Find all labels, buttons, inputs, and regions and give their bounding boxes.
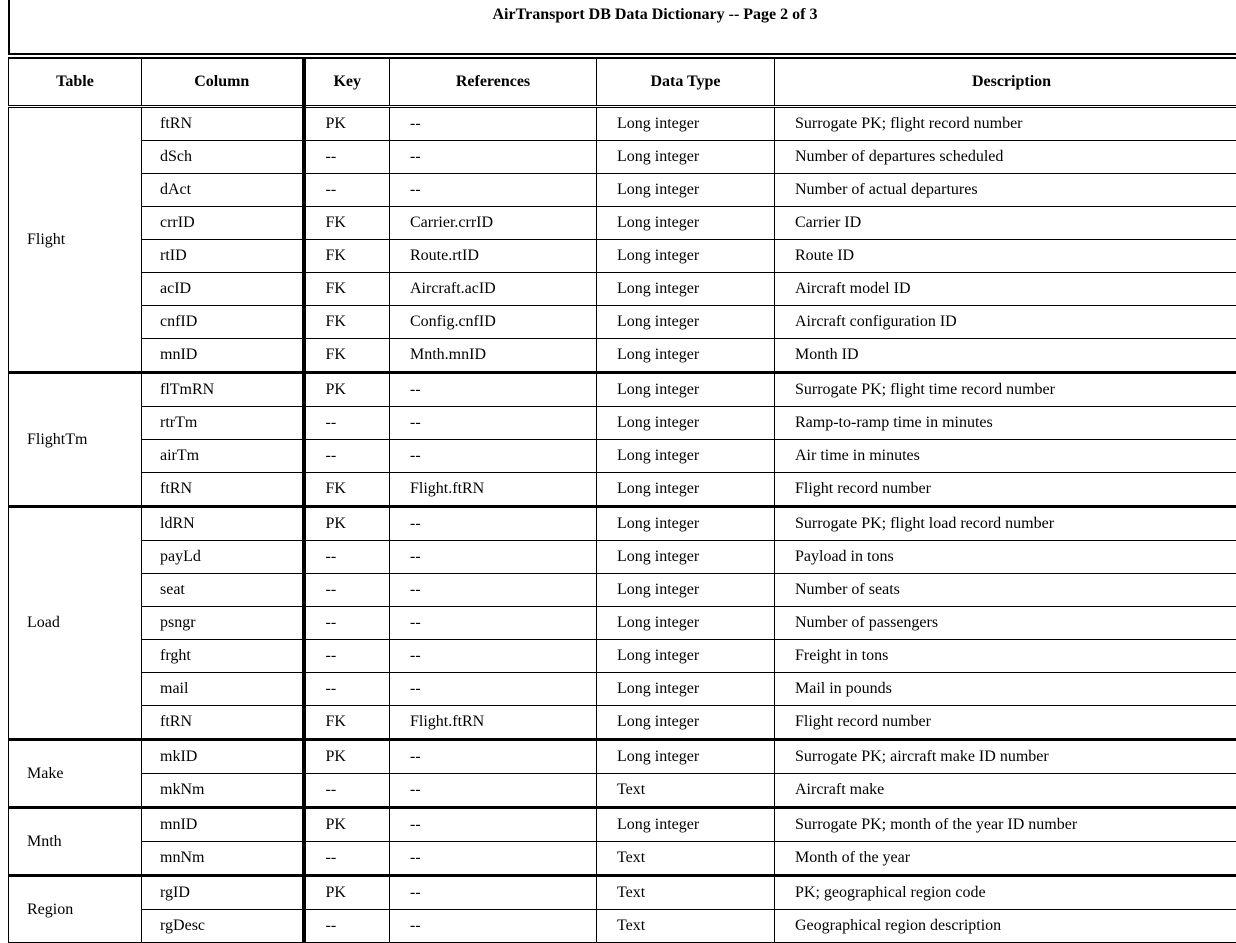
data-type-cell: Long integer xyxy=(597,473,775,507)
description-cell: Route ID xyxy=(775,240,1236,273)
references-cell: -- xyxy=(390,407,597,440)
column-name-cell: ftRN xyxy=(142,473,304,507)
column-name-cell: mail xyxy=(142,673,304,706)
description-cell: Month of the year xyxy=(775,842,1236,876)
description-cell: Month ID xyxy=(775,339,1236,373)
description-cell: Carrier ID xyxy=(775,207,1236,240)
key-cell: -- xyxy=(304,174,390,207)
column-name-cell: ftRN xyxy=(142,107,304,141)
data-type-cell: Long integer xyxy=(597,141,775,174)
column-name-cell: mnID xyxy=(142,808,304,842)
table-row xyxy=(9,407,1236,440)
column-name-cell: payLd xyxy=(142,541,304,574)
column-name-cell: frght xyxy=(142,640,304,673)
header-table: Table xyxy=(9,59,142,107)
description-cell: Geographical region description xyxy=(775,910,1236,943)
table-row xyxy=(9,273,1236,306)
data-type-cell: Long integer xyxy=(597,440,775,473)
table-row xyxy=(9,876,1236,910)
header-data-type: Data Type xyxy=(597,59,775,107)
key-cell: PK xyxy=(304,373,390,407)
column-name-cell: mkNm xyxy=(142,774,304,808)
description-cell: Aircraft configuration ID xyxy=(775,306,1236,339)
key-cell: -- xyxy=(304,574,390,607)
description-cell: Surrogate PK; aircraft make ID number xyxy=(775,740,1236,774)
description-cell: Surrogate PK; month of the year ID number xyxy=(775,808,1236,842)
description-cell: Number of seats xyxy=(775,574,1236,607)
table-name-cell: FlightTm xyxy=(9,373,142,507)
references-cell: -- xyxy=(390,910,597,943)
column-name-cell: acID xyxy=(142,273,304,306)
key-cell: -- xyxy=(304,141,390,174)
references-cell: Mnth.mnID xyxy=(390,339,597,373)
data-type-cell: Long integer xyxy=(597,607,775,640)
references-cell: Flight.ftRN xyxy=(390,706,597,740)
column-name-cell: rtrTm xyxy=(142,407,304,440)
key-cell: FK xyxy=(304,207,390,240)
data-type-cell: Text xyxy=(597,876,775,910)
key-cell: -- xyxy=(304,407,390,440)
references-cell: -- xyxy=(390,740,597,774)
table-row xyxy=(9,740,1236,774)
key-cell: PK xyxy=(304,107,390,141)
table-row xyxy=(9,541,1236,574)
header-column: Column xyxy=(142,59,304,107)
column-name-cell: rtID xyxy=(142,240,304,273)
references-cell: -- xyxy=(390,673,597,706)
description-cell: Ramp-to-ramp time in minutes xyxy=(775,407,1236,440)
key-cell: PK xyxy=(304,808,390,842)
table-row xyxy=(9,107,1236,141)
description-cell: PK; geographical region code xyxy=(775,876,1236,910)
data-type-cell: Long integer xyxy=(597,740,775,774)
table-row xyxy=(9,607,1236,640)
column-name-cell: dAct xyxy=(142,174,304,207)
table-row xyxy=(9,306,1236,339)
column-name-cell: rgID xyxy=(142,876,304,910)
data-type-cell: Long integer xyxy=(597,273,775,306)
table-row xyxy=(9,640,1236,673)
data-type-cell: Text xyxy=(597,842,775,876)
key-cell: -- xyxy=(304,440,390,473)
description-cell: Payload in tons xyxy=(775,541,1236,574)
description-cell: Surrogate PK; flight load record number xyxy=(775,507,1236,541)
key-cell: -- xyxy=(304,842,390,876)
description-cell: Number of departures scheduled xyxy=(775,141,1236,174)
key-cell: FK xyxy=(304,339,390,373)
table-body xyxy=(9,107,1236,943)
data-type-cell: Long integer xyxy=(597,207,775,240)
table-row xyxy=(9,507,1236,541)
column-name-cell: cnfID xyxy=(142,306,304,339)
references-cell: -- xyxy=(390,808,597,842)
description-cell: Aircraft model ID xyxy=(775,273,1236,306)
table-name-cell: Flight xyxy=(9,107,142,373)
key-cell: -- xyxy=(304,541,390,574)
data-type-cell: Text xyxy=(597,910,775,943)
references-cell: -- xyxy=(390,876,597,910)
description-cell: Surrogate PK; flight record number xyxy=(775,107,1236,141)
references-cell: -- xyxy=(390,373,597,407)
data-type-cell: Long integer xyxy=(597,808,775,842)
description-cell: Freight in tons xyxy=(775,640,1236,673)
data-type-cell: Long integer xyxy=(597,339,775,373)
description-cell: Flight record number xyxy=(775,473,1236,507)
data-dictionary-table xyxy=(8,58,1236,943)
table-name-cell: Region xyxy=(9,876,142,943)
data-type-cell: Long integer xyxy=(597,507,775,541)
key-cell: PK xyxy=(304,507,390,541)
data-type-cell: Long integer xyxy=(597,174,775,207)
table-row xyxy=(9,339,1236,373)
references-cell: -- xyxy=(390,640,597,673)
key-cell: -- xyxy=(304,640,390,673)
page-title: AirTransport DB Data Dictionary -- Page 2 of 3 xyxy=(0,6,1236,24)
data-type-cell: Long integer xyxy=(597,107,775,141)
column-name-cell: dSch xyxy=(142,141,304,174)
column-name-cell: psngr xyxy=(142,607,304,640)
column-name-cell: mnNm xyxy=(142,842,304,876)
header-references: References xyxy=(390,59,597,107)
description-cell: Mail in pounds xyxy=(775,673,1236,706)
references-cell: -- xyxy=(390,440,597,473)
column-name-cell: rgDesc xyxy=(142,910,304,943)
key-cell: FK xyxy=(304,473,390,507)
references-cell: -- xyxy=(390,774,597,808)
key-cell: FK xyxy=(304,240,390,273)
table-name-cell: Load xyxy=(9,507,142,740)
references-cell: Aircraft.acID xyxy=(390,273,597,306)
references-cell: Flight.ftRN xyxy=(390,473,597,507)
references-cell: Carrier.crrID xyxy=(390,207,597,240)
description-cell: Air time in minutes xyxy=(775,440,1236,473)
column-name-cell: ldRN xyxy=(142,507,304,541)
key-cell: -- xyxy=(304,673,390,706)
references-cell: Route.rtID xyxy=(390,240,597,273)
header-row xyxy=(9,59,1236,107)
column-name-cell: airTm xyxy=(142,440,304,473)
references-cell: -- xyxy=(390,507,597,541)
table-row xyxy=(9,473,1236,507)
data-type-cell: Long integer xyxy=(597,541,775,574)
table-row xyxy=(9,706,1236,740)
key-cell: -- xyxy=(304,607,390,640)
data-type-cell: Long integer xyxy=(597,706,775,740)
column-name-cell: crrID xyxy=(142,207,304,240)
references-cell: -- xyxy=(390,541,597,574)
table-name-cell: Make xyxy=(9,740,142,808)
data-type-cell: Text xyxy=(597,774,775,808)
description-cell: Number of passengers xyxy=(775,607,1236,640)
data-type-cell: Long integer xyxy=(597,640,775,673)
table-row xyxy=(9,207,1236,240)
table-row xyxy=(9,240,1236,273)
key-cell: FK xyxy=(304,273,390,306)
table-row xyxy=(9,440,1236,473)
references-cell: -- xyxy=(390,174,597,207)
references-cell: Config.cnfID xyxy=(390,306,597,339)
column-name-cell: mkID xyxy=(142,740,304,774)
table-row xyxy=(9,673,1236,706)
references-cell: -- xyxy=(390,842,597,876)
data-type-cell: Long integer xyxy=(597,306,775,339)
table-row xyxy=(9,141,1236,174)
description-cell: Number of actual departures xyxy=(775,174,1236,207)
table-row xyxy=(9,174,1236,207)
data-type-cell: Long integer xyxy=(597,673,775,706)
key-cell: -- xyxy=(304,774,390,808)
key-cell: FK xyxy=(304,306,390,339)
table-name-cell: Mnth xyxy=(9,808,142,876)
references-cell: -- xyxy=(390,607,597,640)
description-cell: Flight record number xyxy=(775,706,1236,740)
data-type-cell: Long integer xyxy=(597,574,775,607)
table-row xyxy=(9,774,1236,808)
data-type-cell: Long integer xyxy=(597,407,775,440)
key-cell: PK xyxy=(304,740,390,774)
column-name-cell: flTmRN xyxy=(142,373,304,407)
data-type-cell: Long integer xyxy=(597,240,775,273)
column-name-cell: ftRN xyxy=(142,706,304,740)
header-description: Description xyxy=(775,59,1236,107)
table-header xyxy=(9,59,1236,107)
table-row xyxy=(9,373,1236,407)
key-cell: FK xyxy=(304,706,390,740)
description-cell: Aircraft make xyxy=(775,774,1236,808)
key-cell: PK xyxy=(304,876,390,910)
column-name-cell: mnID xyxy=(142,339,304,373)
header-key: Key xyxy=(304,59,390,107)
references-cell: -- xyxy=(390,574,597,607)
description-cell: Surrogate PK; flight time record number xyxy=(775,373,1236,407)
column-name-cell: seat xyxy=(142,574,304,607)
data-type-cell: Long integer xyxy=(597,373,775,407)
table-row xyxy=(9,574,1236,607)
references-cell: -- xyxy=(390,107,597,141)
key-cell: -- xyxy=(304,910,390,943)
table-row xyxy=(9,842,1236,876)
table-row xyxy=(9,910,1236,943)
table-row xyxy=(9,808,1236,842)
references-cell: -- xyxy=(390,141,597,174)
